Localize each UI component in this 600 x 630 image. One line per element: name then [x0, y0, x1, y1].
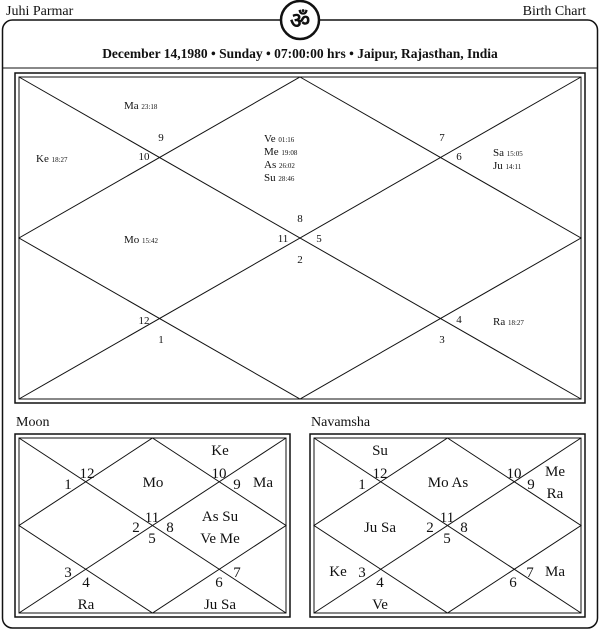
planet-name: Ma	[124, 100, 139, 112]
planet-name: Ju	[493, 160, 503, 172]
house-number: 2	[297, 254, 303, 266]
planet-name: Su	[264, 172, 276, 184]
house-number: 4	[456, 314, 462, 326]
planet-degree: 18:27	[51, 156, 68, 164]
house-number: 11	[277, 233, 289, 245]
house-number: 4	[82, 575, 90, 591]
house-number: 6	[509, 575, 517, 591]
planet-label: Ju Sa	[363, 520, 397, 536]
planet-label: As Su	[201, 509, 239, 525]
house-number: 12	[79, 466, 95, 482]
house-number: 10	[211, 466, 227, 482]
house-number: 8	[460, 520, 468, 536]
planet-degree: 23:18	[141, 103, 158, 111]
house-number: 9	[158, 132, 164, 144]
planet-degree: 01:16	[278, 136, 295, 144]
planet-label: Ma	[253, 475, 273, 491]
planet-name: Ra	[493, 316, 506, 328]
house-number: 3	[64, 565, 72, 581]
planet-label: Mo	[142, 475, 164, 491]
svg-text:ॐ: ॐ	[289, 9, 311, 34]
moon-chart-title: Moon	[16, 415, 50, 430]
house-number: 6	[456, 151, 462, 163]
planet-degree: 19:08	[281, 149, 298, 157]
house-number: 8	[166, 520, 174, 536]
house-number: 12	[138, 315, 150, 327]
birth-details: December 14,1980 • Sunday • 07:00:00 hrs • Jaipur, Rajasthan, India	[102, 46, 498, 61]
house-number: 5	[443, 531, 451, 547]
planet-label: Ra	[546, 486, 564, 502]
house-number: 10	[506, 466, 522, 482]
house-number: 7	[526, 565, 534, 581]
house-number: 5	[148, 531, 156, 547]
planet-degree: 18:27	[507, 319, 524, 327]
planet-label: Me	[545, 464, 565, 480]
house-number: 11	[144, 510, 160, 526]
planet-label: Su	[372, 443, 388, 459]
house-number: 3	[439, 334, 445, 346]
house-number: 10	[138, 151, 150, 163]
planet-degree: 28:46	[278, 175, 295, 183]
navamsha-chart-title: Navamsha	[311, 415, 371, 430]
house-number: 3	[358, 565, 366, 581]
planet-label: Mo As	[427, 475, 469, 491]
house-number: 6	[215, 575, 223, 591]
planet-label: Ve Me	[200, 531, 240, 547]
planet-label: Ke	[329, 564, 347, 580]
house-number: 8	[297, 213, 303, 225]
planet-name: As	[264, 159, 277, 171]
planet-label: Ju Sa	[203, 597, 237, 613]
house-number: 4	[376, 575, 384, 591]
house-number: 9	[233, 477, 241, 493]
house-number: 1	[64, 477, 72, 493]
house-number: 1	[158, 334, 164, 346]
house-number: 7	[233, 565, 241, 581]
planet-name: Ke	[36, 153, 49, 165]
house-number: 7	[439, 132, 445, 144]
planet-name: Sa	[493, 147, 504, 159]
house-number: 5	[316, 233, 322, 245]
house-number: 1	[358, 477, 366, 493]
person-name: Juhi Parmar	[6, 4, 74, 19]
house-number: 2	[132, 520, 140, 536]
planet-name: Mo	[124, 234, 140, 246]
planet-name: Ve	[264, 133, 276, 145]
planet-degree: 15:05	[506, 150, 523, 158]
house-number: 11	[439, 510, 455, 526]
planet-label: Ra	[77, 597, 95, 613]
planet-degree: 15:42	[142, 237, 158, 245]
planet-name: Me	[264, 146, 279, 158]
planet-label: Ve	[372, 597, 388, 613]
house-number: 12	[372, 466, 388, 482]
house-number: 2	[426, 520, 434, 536]
planet-label: Ke	[211, 443, 229, 459]
house-number: 9	[527, 477, 535, 493]
planet-label: Ma	[545, 564, 565, 580]
chart-type-label: Birth Chart	[522, 4, 586, 19]
planet-degree: 14:11	[505, 163, 522, 171]
planet-degree: 26:02	[278, 162, 295, 170]
